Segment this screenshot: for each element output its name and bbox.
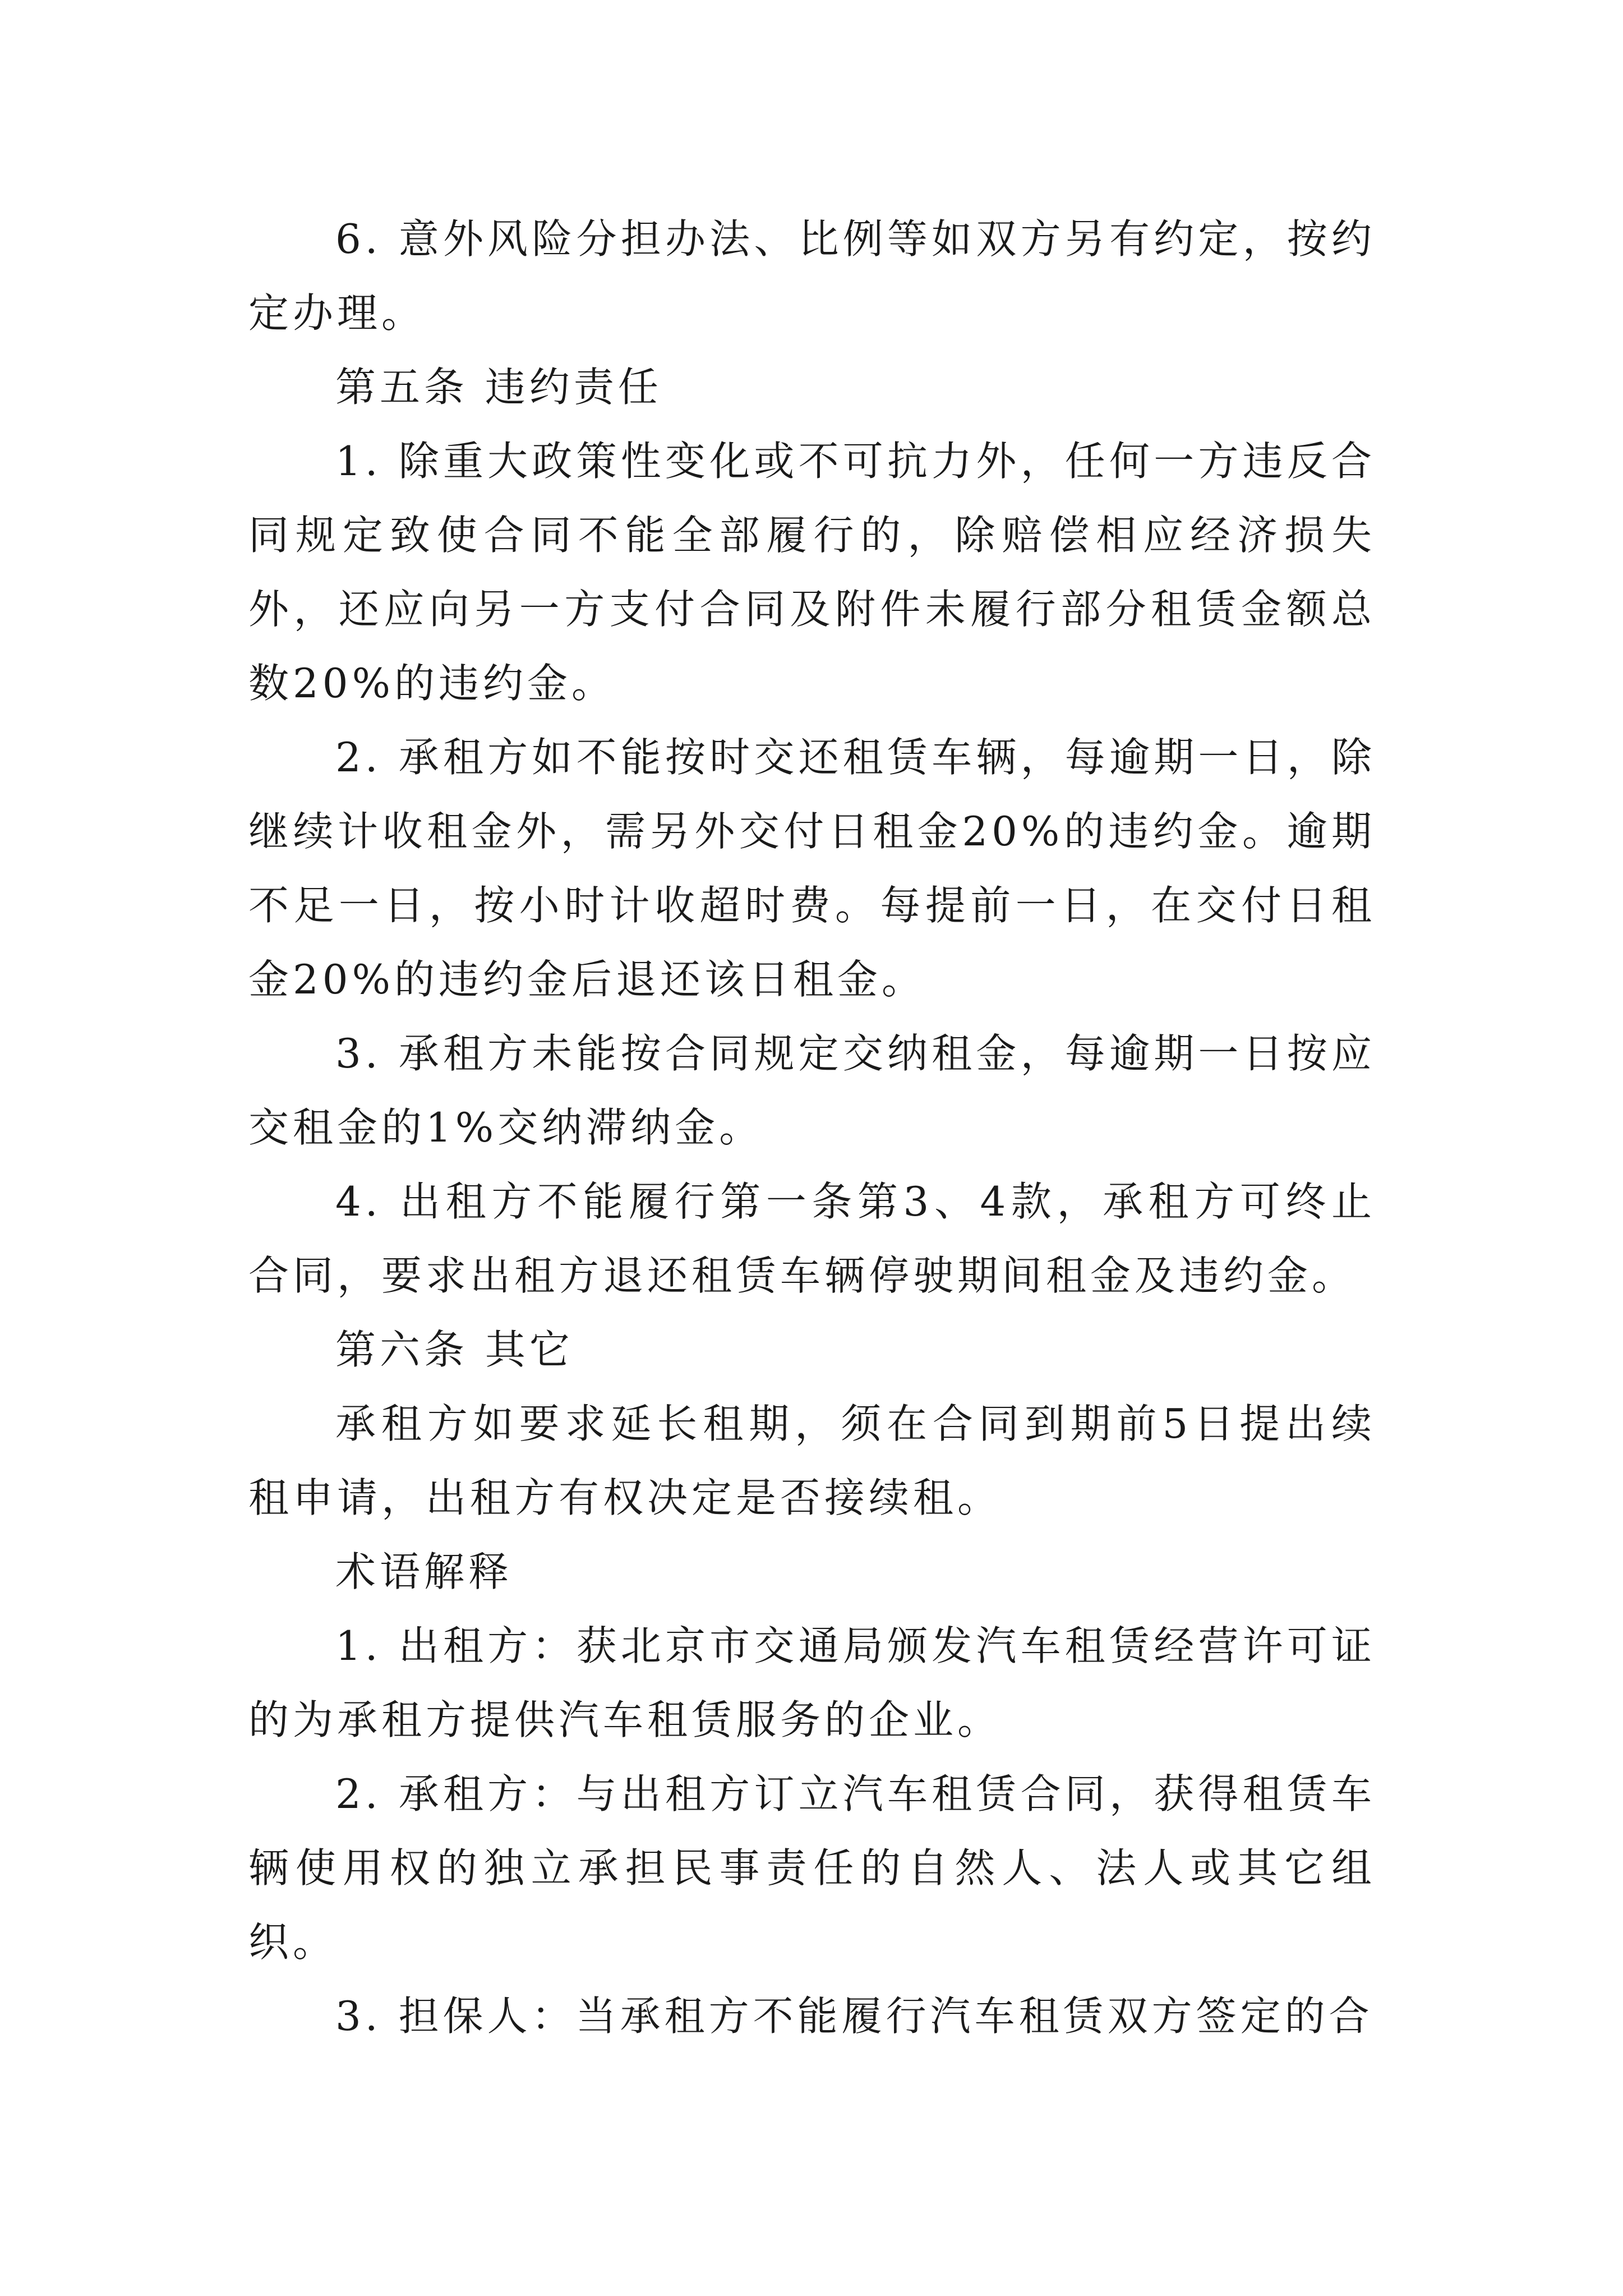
clause-paragraph: 承租方如要求延长租期，须在合同到期前5日提出续租申请，出租方有权决定是否接续租。 (248, 1400, 1376, 1521)
clause-paragraph: 3. 承租方未能按合同规定交纳租金，每逾期一日按应交租金的1%交纳滞纳金。 (248, 1030, 1376, 1151)
section-heading: 术语解释 (335, 1548, 513, 1595)
clause-paragraph: 2. 承租方如不能按时交还租赁车辆，每逾期一日，除继续计收租金外，需另外交付日租金20%的违约金。逾期不足一日，按小时计收超时费。每提前一日，在交付日租金20%的违约金后退还该日租金。 (248, 734, 1376, 1003)
definition-paragraph: 1. 出租方：获北京市交通局颁发汽车租赁经营许可证的为承租方提供汽车租赁服务的企业。 (248, 1622, 1376, 1743)
clause-paragraph: 1. 除重大政策性变化或不可抗力外，任何一方违反合同规定致使合同不能全部履行的，除赔偿相应经济损失外，还应向另一方支付合同及附件未履行部分租赁金额总数20%的违约金。 (248, 438, 1376, 707)
clause-paragraph: 6. 意外风险分担办法、比例等如双方另有约定，按约定办理。 (248, 215, 1376, 337)
definition-paragraph: 3. 担保人：当承租方不能履行汽车租赁双方签定的合 (335, 1993, 1373, 2040)
document-body (248, 202, 1376, 2053)
definition-paragraph: 2. 承租方：与出租方订立汽车租赁合同，获得租赁车辆使用权的独立承担民事责任的自然人、法人或其它组织。 (248, 1770, 1376, 1966)
section-heading: 第五条 违约责任 (335, 364, 662, 411)
clause-paragraph: 4. 出租方不能履行第一条第3、4款，承租方可终止合同，要求出租方退还租赁车辆停驶期间租金及违约金。 (248, 1178, 1376, 1299)
section-heading: 第六条 其它 (335, 1326, 574, 1373)
